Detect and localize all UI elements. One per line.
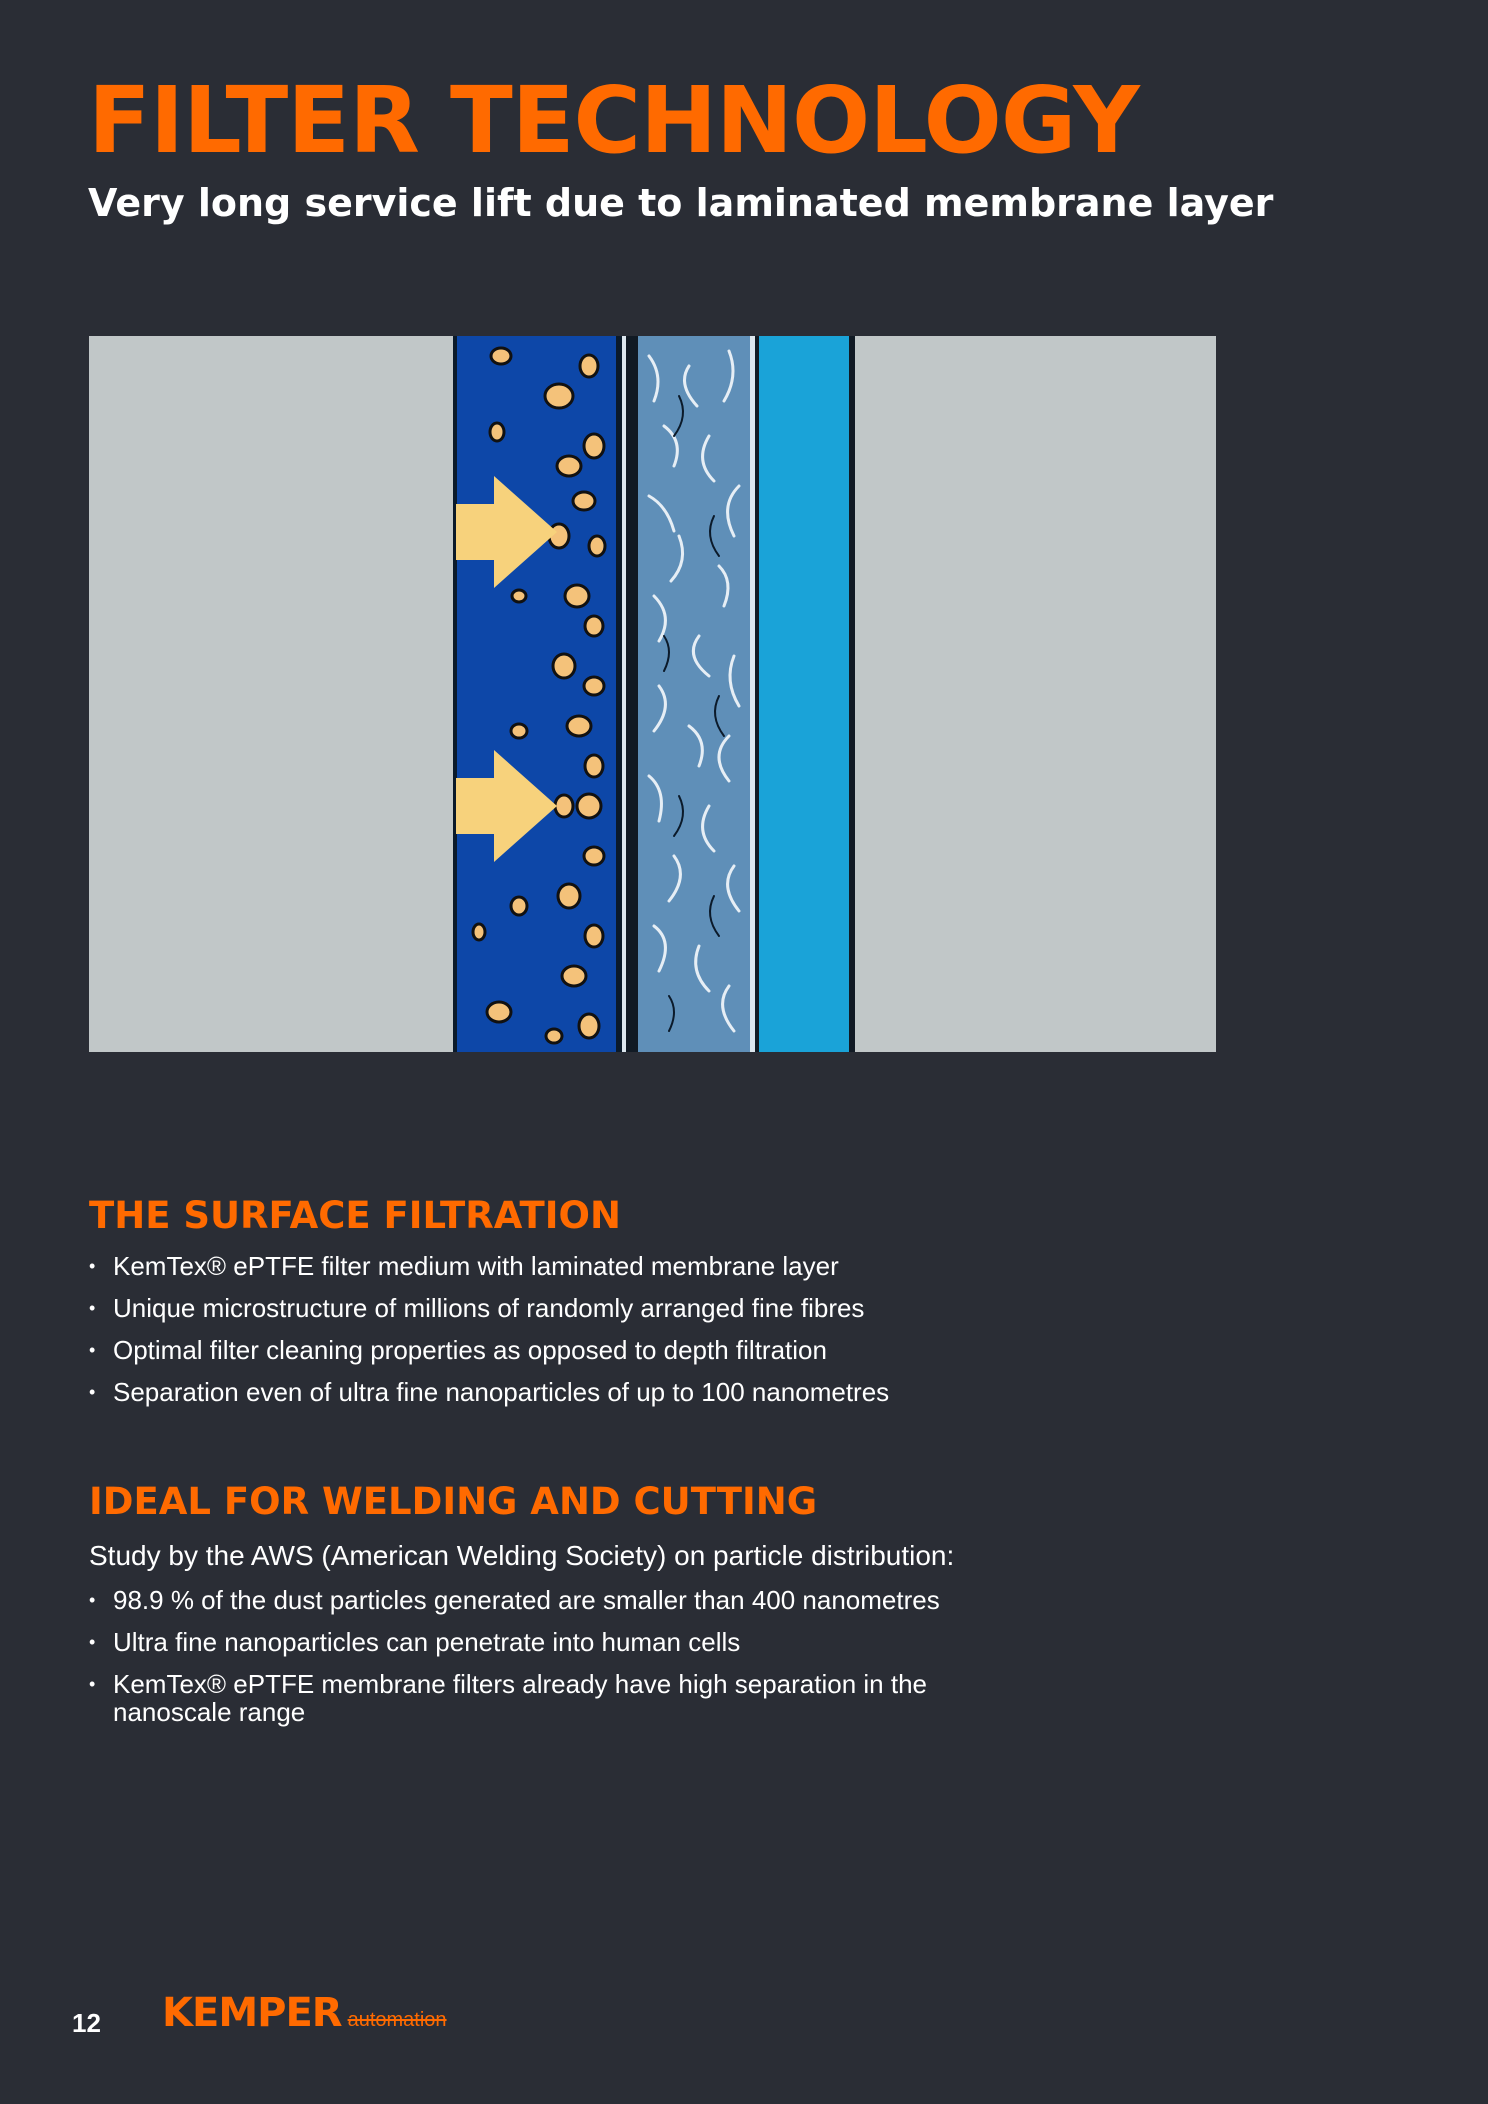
page-number: 12 bbox=[72, 2008, 101, 2038]
section-welding-cutting bbox=[89, 1476, 1389, 1740]
list-item: • KemTex® ePTFE membrane filters already have high separation in the nanoscale range bbox=[89, 1670, 973, 1726]
section-heading: THE SURFACE FILTRATION bbox=[89, 1194, 621, 1237]
list-item: • Unique microstructure of millions of randomly arranged fine fibres bbox=[89, 1294, 1053, 1322]
list-item: • Separation even of ultra fine nanoparticles of up to 100 nanometres bbox=[89, 1378, 1053, 1406]
logo-wordmark: KEMPER bbox=[162, 1990, 342, 2036]
filter-cross-section bbox=[89, 336, 1216, 1052]
filter-illustration bbox=[89, 336, 1216, 1052]
bullet-list bbox=[89, 1586, 1389, 1726]
section-intro: Study by the AWS (American Welding Society) on particle distribution: bbox=[89, 1540, 955, 1571]
carrier-layer bbox=[759, 336, 849, 1052]
list-item: • 98.9 % of the dust particles generated are smaller than 400 nanometres bbox=[89, 1586, 1053, 1614]
logo-subtitle: automation bbox=[347, 2009, 447, 2031]
bullet-list bbox=[89, 1252, 1389, 1406]
page-title: FILTER TECHNOLOGY bbox=[88, 67, 1139, 174]
list-item: • Optimal filter cleaning properties as opposed to depth filtration bbox=[89, 1336, 1053, 1364]
section-surface-filtration bbox=[89, 1190, 1389, 1420]
kemper-logo bbox=[162, 1990, 447, 2036]
page-subtitle: Very long service lift due to laminated membrane layer bbox=[88, 181, 1274, 225]
list-item: • KemTex® ePTFE filter medium with laminated membrane layer bbox=[89, 1252, 1053, 1280]
list-item: • Ultra fine nanoparticles can penetrate into human cells bbox=[89, 1628, 1053, 1656]
section-heading: IDEAL FOR WELDING AND CUTTING bbox=[89, 1480, 818, 1523]
